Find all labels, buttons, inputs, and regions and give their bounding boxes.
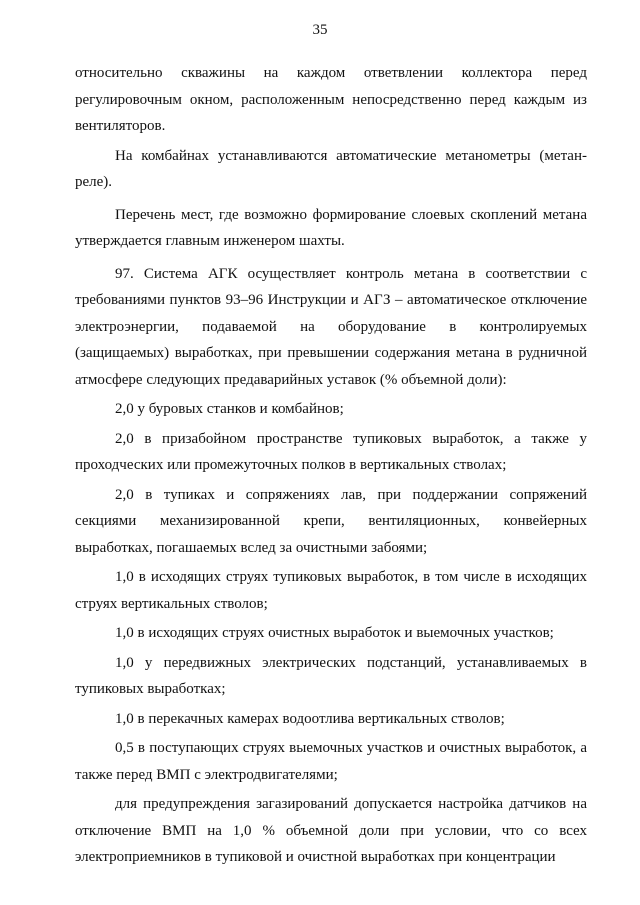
paragraph-4: 97. Система АГК осуществляет контроль метана в соответствии с требованиями пунктов 93–96 Инструкции и АГЗ – автоматическое отключение электроэнергии, подаваемой на оборудование в контролируемых (защищаемых) выработках, при превышении содержания метана в рудничной атмосфере следующих предаварийных уставок (% объемной доли): (75, 265, 587, 388)
paragraph-6: 2,0 в призабойном пространстве тупиковых выработок, а также у проходческих или промежуточных полков в вертикальных стволах; (75, 430, 587, 473)
paragraph-2: На комбайнах устанавливаются автоматические метанометры (метан-реле). (75, 147, 587, 190)
document-body (75, 60, 587, 874)
page-number: 35 (312, 22, 328, 38)
paragraph-3: Перечень мест, где возможно формирование слоевых скоплений метана утверждается главным инженером шахты. (75, 206, 587, 249)
paragraph-10: 1,0 у передвижных электрических подстанций, устанавливаемых в тупиковых выработках; (75, 654, 587, 697)
paragraph-11: 1,0 в перекачных камерах водоотлива вертикальных стволов; (115, 710, 505, 727)
paragraph-8: 1,0 в исходящих струях тупиковых выработок, в том числе в исходящих струях вертикальных стволов; (75, 569, 587, 612)
paragraph-5: 2,0 у буровых станков и комбайнов; (115, 401, 344, 417)
paragraph-13: для предупреждения загазирований допускается настройка датчиков на отключение ВМП на 1,0 % объемной доли при условии, что со всех электроприемников в тупиковой и очистной выработках при концентрации (75, 796, 587, 865)
paragraph-7: 2,0 в тупиках и сопряжениях лав, при поддержании сопряжений секциями механизированной крепи, вентиляционных, конвейерных выработках, погашаемых вслед за очистными забоями; (75, 486, 587, 556)
paragraph-1: относительно скважины на каждом ответвлении коллектора перед регулировочным окном, расположенным непосредственно перед каждым из вентиляторов. (75, 65, 587, 134)
paragraph-12: 0,5 в поступающих струях выемочных участков и очистных выработок, а также перед ВМП с электродвигателями; (75, 740, 587, 783)
paragraph-9: 1,0 в исходящих струях очистных выработок и выемочных участков; (115, 625, 554, 641)
